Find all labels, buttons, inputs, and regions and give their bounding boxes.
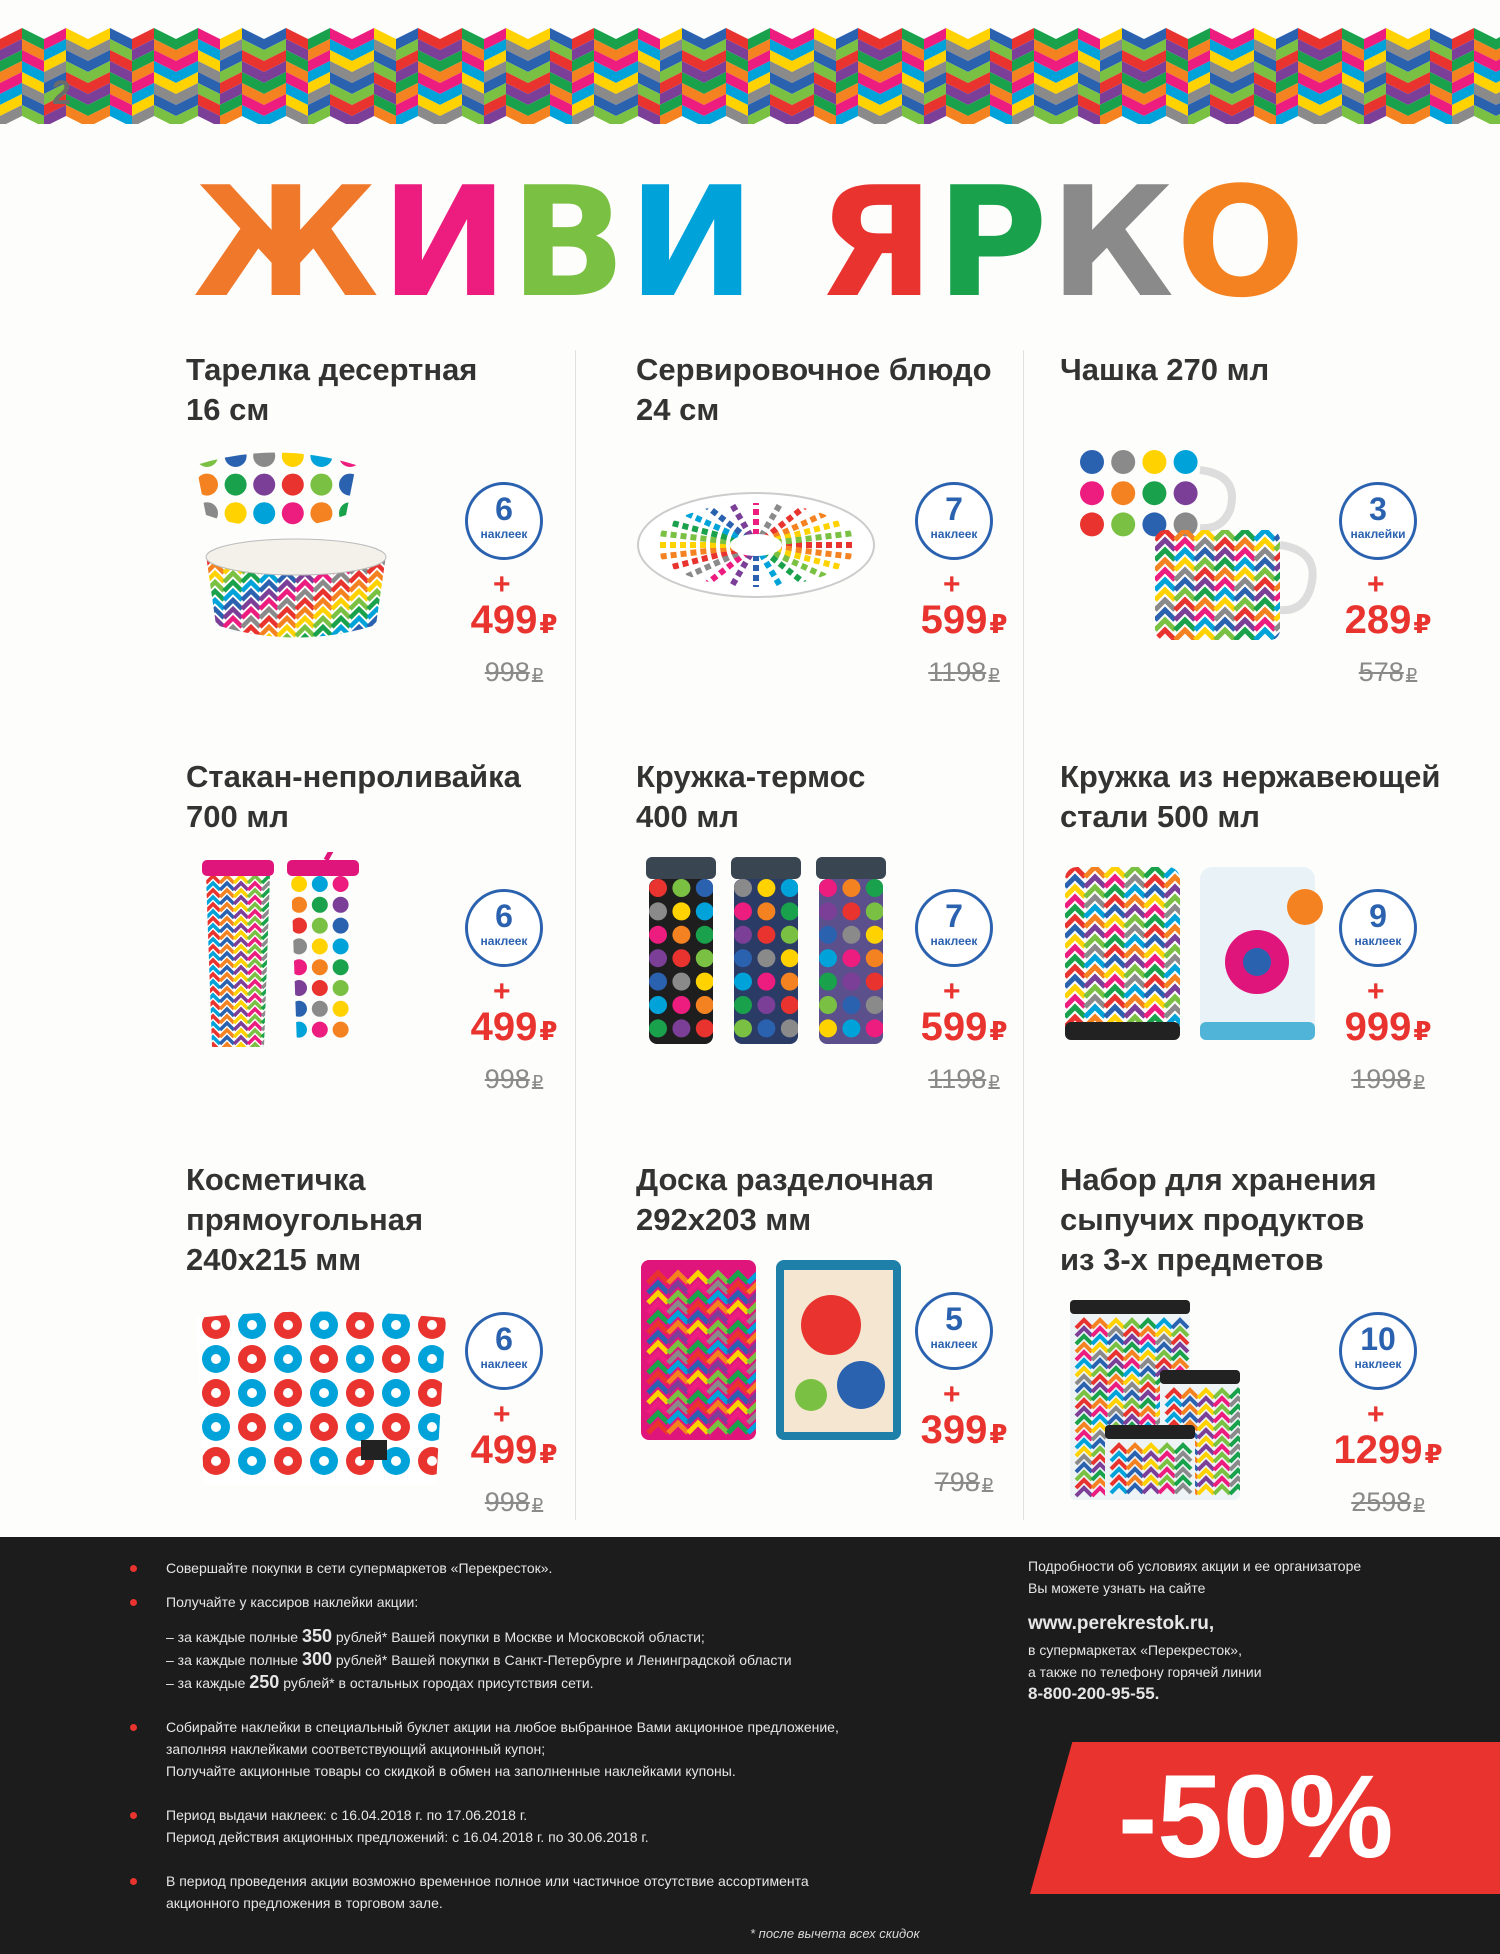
old-price	[444, 1064, 584, 1095]
product-card[interactable]	[186, 350, 626, 750]
sticker-count: 10	[1360, 1321, 1396, 1357]
thermos-mug-icon	[636, 852, 906, 1052]
sticker-badge	[465, 889, 543, 967]
old-price	[444, 1487, 584, 1518]
product-title: Кружка-термос 400 мл	[636, 759, 866, 834]
promo-price	[894, 1408, 1034, 1453]
promo-price	[1318, 1005, 1458, 1050]
product-card[interactable]	[636, 350, 1076, 750]
old-price-amount: 798	[934, 1467, 980, 1497]
old-price-currency: ₽	[531, 665, 544, 685]
sticker-word: наклеек	[930, 934, 978, 948]
old-price-amount: 998	[484, 657, 530, 687]
storage-jars-icon	[1060, 1300, 1330, 1500]
old-price-amount: 998	[484, 1064, 530, 1094]
sticker-badge	[1339, 889, 1417, 967]
promo-price-amount: 999	[1344, 1005, 1412, 1049]
page-number: 2	[52, 74, 71, 112]
sticker-word: наклеек	[480, 527, 528, 541]
product-title: Стакан-непроливайка 700 мл	[186, 759, 521, 834]
promo-price	[444, 1005, 584, 1050]
rule-item: Собирайте наклейки в специальный буклет акции на любое выбранное Вами акционное предложение,	[130, 1716, 990, 1738]
promo-rules	[130, 1557, 990, 1914]
promo-price	[444, 1428, 584, 1473]
sticker-count: 7	[945, 491, 963, 527]
rule-continuation: акционного предложения в торговом зале.	[166, 1895, 443, 1911]
sticker-count: 6	[495, 898, 513, 934]
cosmetic-bag-icon	[186, 1300, 456, 1500]
product-title: Тарелка десертная 16 см	[186, 352, 478, 427]
old-price-amount: 1998	[1351, 1064, 1412, 1094]
website-link[interactable]: www.perekrestok.ru,	[1028, 1613, 1215, 1634]
promo-price-currency: ₽	[989, 609, 1008, 639]
sticker-count: 6	[495, 491, 513, 527]
product-card[interactable]	[1060, 350, 1500, 750]
old-price-currency: ₽	[531, 1495, 544, 1515]
sticker-count: 5	[945, 1301, 963, 1337]
promo-price-amount: 289	[1344, 598, 1412, 642]
sticker-count: 3	[1369, 491, 1387, 527]
rule-continuation: Получайте акционные товары со скидкой в обмен на заполненные наклейками купоны.	[166, 1763, 736, 1779]
plus-sign: +	[943, 975, 961, 1008]
headline-letter: Я	[817, 154, 937, 331]
sticker-count: 6	[495, 1321, 513, 1357]
old-price	[894, 1467, 1034, 1498]
bullet-icon	[130, 1878, 137, 1885]
sticker-count: 9	[1369, 898, 1387, 934]
promo-price-amount: 599	[920, 598, 988, 642]
promo-price	[1318, 1428, 1458, 1473]
headline	[0, 154, 1500, 331]
product-title: Косметичка прямоугольная 240x215 мм	[186, 1162, 424, 1277]
chevron-stripe	[1496, 28, 1500, 50]
rule-item: Период выдачи наклеек: с 16.04.2018 г. по 17.06.2018 г.	[130, 1804, 990, 1826]
promo-price-amount: 599	[920, 1005, 988, 1049]
contact-info: Подробности об условиях акции и ее организаторе Вы можете узнать на сайте www.perekrestok.ru, в супермаркетах «Перекресток», а также по телефону горячей линии 8-800-200-95-55.	[1028, 1555, 1468, 1705]
product-card[interactable]	[1060, 757, 1500, 1157]
plus-sign: +	[1367, 975, 1385, 1008]
plus-sign: +	[493, 975, 511, 1008]
sticker-word: наклейки	[1350, 527, 1406, 541]
sticker-badge	[1339, 482, 1417, 560]
rule-continuation: Период действия акционных предложений: с 16.04.2018 г. по 30.06.2018 г.	[166, 1829, 649, 1845]
promo-price-currency: ₽	[539, 1439, 558, 1469]
headline-letter: И	[628, 154, 758, 331]
plus-sign: +	[493, 1398, 511, 1431]
rule-subitem: – за каждые полные 300 рублей* Вашей покупки в Санкт-Петербурге и Ленинградской области	[166, 1649, 792, 1669]
old-price-amount: 1198	[928, 657, 987, 687]
product-card[interactable]	[186, 757, 626, 1157]
headline-letter: В	[510, 154, 628, 331]
old-price	[894, 657, 1034, 688]
promo-price-amount: 1299	[1333, 1428, 1423, 1472]
promo-price-currency: ₽	[1413, 609, 1432, 639]
product-title: Сервировочное блюдо 24 см	[636, 352, 992, 427]
headline-letter: О	[1175, 154, 1308, 331]
promo-price-currency: ₽	[539, 1016, 558, 1046]
promo-price	[1318, 598, 1458, 643]
cup-icon	[1060, 445, 1330, 645]
sticker-word: наклеек	[930, 1337, 978, 1351]
promo-price-amount: 499	[470, 1005, 538, 1049]
sticker-badge	[465, 482, 543, 560]
chevron-border	[0, 28, 1500, 124]
old-price-currency: ₽	[981, 1475, 994, 1495]
promo-conditions-footer	[0, 1537, 1500, 1954]
old-price	[1318, 1487, 1458, 1518]
sticker-badge	[915, 482, 993, 560]
cutting-board-icon	[636, 1255, 906, 1455]
sticker-badge	[915, 1292, 993, 1370]
bullet-icon	[130, 1565, 137, 1572]
product-card[interactable]	[636, 757, 1076, 1157]
rule-item: Получайте у кассиров наклейки акции:	[130, 1591, 990, 1613]
rule-subitem: – за каждые полные 350 рублей* Вашей покупки в Москве и Московской области;	[166, 1626, 705, 1646]
hotline-phone[interactable]: 8-800-200-95-55.	[1028, 1684, 1160, 1703]
headline-letter: Р	[936, 154, 1050, 331]
promo-price-amount: 499	[470, 1428, 538, 1472]
old-price-amount: 998	[484, 1487, 530, 1517]
footnote: * после вычета всех скидок	[750, 1926, 920, 1941]
old-price-currency: ₽	[1405, 665, 1418, 685]
sticker-badge	[1339, 1312, 1417, 1390]
old-price-currency: ₽	[1413, 1495, 1425, 1515]
sticker-word: наклеек	[480, 934, 528, 948]
product-title: Набор для хранения сыпучих продуктов из 3-х предметов	[1060, 1162, 1377, 1277]
promo-price-currency: ₽	[1413, 1016, 1432, 1046]
rule-item: В период проведения акции возможно временное полное или частичное отсутствие ассортимента	[130, 1870, 990, 1892]
tumbler-icon	[186, 852, 456, 1052]
plus-sign: +	[943, 1378, 961, 1411]
product-card[interactable]	[636, 1160, 1076, 1560]
sticker-word: наклеек	[1354, 1357, 1402, 1371]
promo-price-amount: 499	[470, 598, 538, 642]
serving-plate-icon	[636, 445, 906, 645]
rule-continuation: заполняя наклейками соответствующий акционный купон;	[166, 1741, 546, 1757]
sticker-count: 7	[945, 898, 963, 934]
old-price-amount: 1198	[928, 1064, 987, 1094]
promo-price-currency: ₽	[989, 1419, 1008, 1449]
headline-letter: К	[1049, 154, 1176, 331]
old-price	[1318, 657, 1458, 688]
old-price	[444, 657, 584, 688]
steel-mug-icon	[1060, 852, 1330, 1052]
product-card[interactable]	[186, 1160, 626, 1560]
headline-letter: И	[380, 154, 511, 331]
rule-subitem: – за каждые 250 рублей* в остальных городах присутствия сети.	[166, 1672, 594, 1692]
old-price	[894, 1064, 1034, 1095]
bullet-icon	[130, 1724, 137, 1731]
promo-price	[444, 598, 584, 643]
bullet-icon	[130, 1599, 137, 1606]
product-card[interactable]	[1060, 1160, 1500, 1560]
old-price-currency: ₽	[531, 1072, 544, 1092]
promo-price-amount: 399	[920, 1408, 988, 1452]
sticker-word: наклеек	[480, 1357, 528, 1371]
old-price-currency: ₽	[1413, 1072, 1425, 1092]
promo-price-currency: ₽	[1424, 1439, 1443, 1469]
sticker-badge	[915, 889, 993, 967]
sticker-word: наклеек	[930, 527, 978, 541]
promo-price	[894, 598, 1034, 643]
bowl-icon	[186, 445, 456, 645]
old-price-currency: ₽	[988, 665, 1000, 685]
plus-sign: +	[1367, 1398, 1385, 1431]
old-price-amount: 578	[1358, 657, 1404, 687]
old-price-amount: 2598	[1351, 1487, 1412, 1517]
plus-sign: +	[1367, 568, 1385, 601]
promo-price	[894, 1005, 1034, 1050]
headline-letter: Ж	[192, 154, 381, 331]
promo-price-currency: ₽	[539, 609, 558, 639]
discount-label: -50%	[1118, 1751, 1394, 1883]
sticker-badge	[465, 1312, 543, 1390]
plus-sign: +	[943, 568, 961, 601]
rule-item: Совершайте покупки в сети супермаркетов «Перекресток».	[130, 1557, 990, 1579]
bullet-icon	[130, 1812, 137, 1819]
sticker-word: наклеек	[1354, 934, 1402, 948]
promo-price-currency: ₽	[989, 1016, 1008, 1046]
product-title: Доска разделочная 292x203 мм	[636, 1162, 934, 1237]
plus-sign: +	[493, 568, 511, 601]
product-title: Кружка из нержавеющей стали 500 мл	[1060, 759, 1441, 834]
old-price	[1318, 1064, 1458, 1095]
product-title: Чашка 270 мл	[1060, 352, 1270, 387]
old-price-currency: ₽	[988, 1072, 1000, 1092]
